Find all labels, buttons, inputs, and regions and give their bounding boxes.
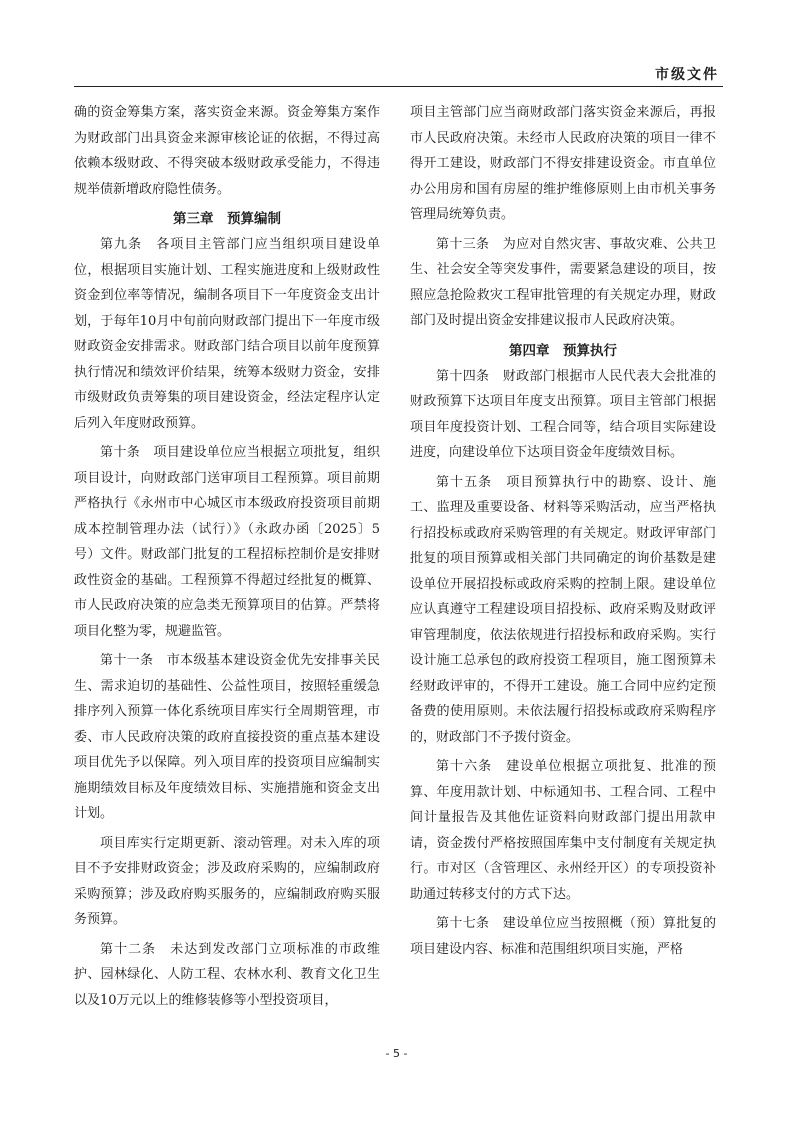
article-17: 第十七条 建设单位应当按照概（预）算批复的项目建设内容、标准和范围组织项目实施，严格 <box>410 916 716 957</box>
article-11-paragraph-2: 项目库实行定期更新、滚动管理。对未入库的项目不予安排财政资金；涉及政府采购的，应编制政府采购预算；涉及政府购买服务的，应编制政府购买服务预算。 <box>74 835 380 927</box>
article-11: 第十一条 市本级基本建设资金优先安排事关民生、需求迫切的基础性、公益性项目，按照轻重缓急排序列入预算一体化系统项目库实行全周期管理，市委、市人民政府决策的政府直接投资的重点基本建设项目优先予以保障。列入项目库的投资项目应编制实施期绩效目标及年度绩效目标、实施措施和资金支出计划。 <box>74 653 380 821</box>
article-12-continued: 项目主管部门应当商财政部门落实资金来源后，再报市人民政府决策。未经市人民政府决策的项目一律不得开工建设，财政部门不得安排建设资金。市直单位办公用房和国有房屋的维护维修原则上由市机关事务管理局统筹负责。 <box>410 105 716 222</box>
article-15: 第十五条 项目预算执行中的勘察、设计、施工、监理及重要设备、材料等采购活动，应当严格执行招投标或政府采购管理的有关规定。财政评审部门批复的项目预算或相关部门共同确定的询价基数是建设单位开展招投标或政府采购的控制上限。建设单位应认真遵守工程建设项目招投标、政府采购及财政评审管理制度，依法依规进行招投标和政府采购。实行设计施工总承包的政府投资工程项目，施工图预算未经财政评审的，不得开工建设。施工合同中应约定预备费的使用原则。未依法履行招投标或政府采购程序的，财政部门不予拨付资金。 <box>410 474 716 745</box>
paragraph-continued: 确的资金筹集方案，落实资金来源。资金筹集方案作为财政部门出具资金来源审核论证的依据，不得过高依赖本级财政、不得突破本级财政承受能力，不得违规举债新增政府隐性债务。 <box>74 105 380 197</box>
article-12: 第十二条 未达到发改部门立项标准的市政维护、园林绿化、人防工程、农林水利、教育文化卫生以及10万元以上的维修装修等小型投资项目， <box>74 941 380 1008</box>
article-13: 第十三条 为应对自然灾害、事故灾难、公共卫生、社会安全等突发事件，需要紧急建设的项目，按照应急抢险救灾工程审批管理的有关规定办理，财政部门及时提出资金安排建议报市人民政府决策。 <box>410 236 716 328</box>
page-number: - 5 - <box>385 1047 408 1060</box>
header-label: 市级文件 <box>655 67 719 83</box>
article-16: 第十六条 建设单位根据立项批复、批准的预算、年度用款计划、中标通知书、工程合同、工程中间计量报告及其他佐证资料向财政部门提出用款申请，资金拨付严格按照国库集中支付制度有关规定执行。市对区（含管理区、永州经开区）的专项投资补助通过转移支付的方式下达。 <box>410 759 716 902</box>
right-column <box>410 100 716 966</box>
article-10: 第十条 项目建设单位应当根据立项批复，组织项目设计，向财政部门送审项目工程预算。项目前期严格执行《永州市中心城区市本级政府投资项目前期成本控制管理办法（试行）》（永政办函〔2025〕5号）文件。财政部门批复的工程招标控制价是安排财政性资金的基础。工程预算不得超过经批复的概算、市人民政府决策的应急类无预算项目的估算。严禁将项目化整为零，规避监管。 <box>74 445 380 639</box>
article-14: 第十四条 财政部门根据市人民代表大会批准的财政预算下达项目年度支出预算。项目主管部门根据项目年度投资计划、工程合同等，结合项目实际建设进度，向建设单位下达项目资金年度绩效目标。 <box>410 368 716 460</box>
header-rule <box>74 86 723 87</box>
chapter-4-heading: 第四章 预算执行 <box>509 342 617 359</box>
chapter-3-heading: 第三章 预算编制 <box>173 211 281 227</box>
article-9: 第九条 各项目主管部门应当组织项目建设单位，根据项目实施计划、工程实施进度和上级财政性资金到位率等情况，编制各项目下一年度资金支出计划，于每年10月中旬前向财政部门提出下一年度市级财政资金安排需求。财政部门结合项目以前年度预算执行情况和绩效评价结果，统筹本级财力资金，安排市级财政负责筹集的项目建设资金，经法定程序认定后列入年度财政预算。 <box>74 237 380 431</box>
left-column <box>74 100 380 1017</box>
